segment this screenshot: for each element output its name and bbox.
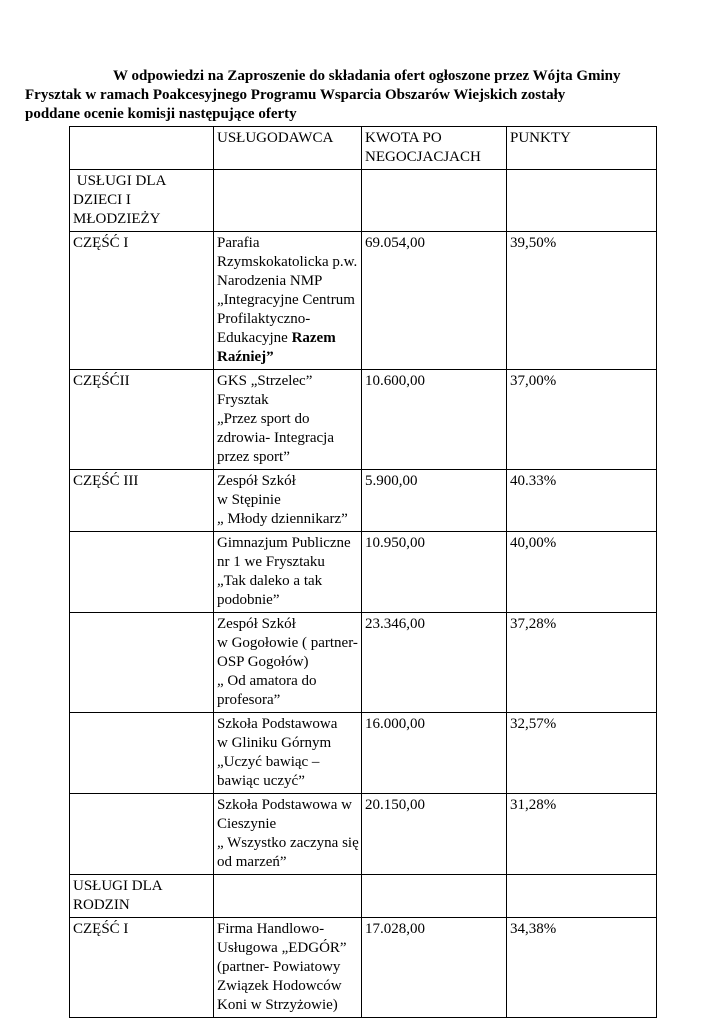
section-label — [70, 170, 214, 232]
provider-cell — [214, 918, 362, 1018]
provider-line: „Uczyć bawiąc – — [217, 754, 320, 770]
intro-line-1: W odpowiedzi na Zaproszenie do składania ofert ogłoszone przez Wójta Gminy — [113, 68, 621, 84]
part-cell — [70, 713, 214, 794]
provider-bold-text: Razem — [291, 330, 336, 346]
table-row — [70, 470, 657, 532]
empty-cell — [507, 875, 657, 918]
provider-line: Profilaktyczno- — [217, 311, 311, 327]
provider-line: Cieszynie — [217, 816, 277, 832]
provider-line: od marzeń” — [217, 854, 287, 870]
intro-paragraph — [25, 67, 669, 124]
amount-cell: 69.054,00 — [362, 232, 507, 370]
provider-line: w Gogołowie ( partner- — [217, 635, 358, 651]
points-cell: 37,28% — [507, 613, 657, 713]
section-label-line: MŁODZIEŻY — [73, 211, 161, 227]
provider-cell — [214, 794, 362, 875]
intro-line-2: Frysztak w ramach Poakcesyjnego Programu Wsparcia Obszarów Wiejskich zostały — [25, 87, 566, 103]
table-header-row — [70, 127, 657, 170]
provider-line-mixed — [217, 329, 359, 348]
empty-cell — [507, 170, 657, 232]
section-label-line: RODZIN — [73, 897, 130, 913]
provider-line: Szkoła Podstawowa — [217, 716, 338, 732]
table-row — [70, 532, 657, 613]
table-row — [70, 370, 657, 470]
amount-cell: 10.950,00 — [362, 532, 507, 613]
empty-cell — [214, 875, 362, 918]
part-cell: CZĘŚĆII — [70, 370, 214, 470]
header-amount-line-1: KWOTA PO — [365, 130, 442, 146]
header-cell-provider: USŁUGODAWCA — [214, 127, 362, 170]
points-cell: 31,28% — [507, 794, 657, 875]
provider-line: Rzymskokatolicka p.w. — [217, 254, 358, 270]
provider-line: Koni w Strzyżowie) — [217, 997, 338, 1013]
points-cell: 32,57% — [507, 713, 657, 794]
provider-bold-text: Raźniej” — [217, 349, 274, 365]
provider-line: „Przez sport do — [217, 411, 310, 427]
header-cell-part — [70, 127, 214, 170]
points-cell: 34,38% — [507, 918, 657, 1018]
provider-line: „Integracyjne Centrum — [217, 292, 355, 308]
provider-line: Parafia — [217, 235, 260, 251]
provider-line: GKS „Strzelec” — [217, 373, 313, 389]
part-cell: CZĘŚĆ III — [70, 470, 214, 532]
provider-line: bawiąc uczyć” — [217, 773, 305, 789]
points-cell: 37,00% — [507, 370, 657, 470]
provider-cell — [214, 713, 362, 794]
provider-cell — [214, 613, 362, 713]
amount-cell: 16.000,00 — [362, 713, 507, 794]
points-cell: 39,50% — [507, 232, 657, 370]
provider-line: zdrowia- Integracja — [217, 430, 335, 446]
provider-line: Zespół Szkół — [217, 616, 296, 632]
section-row-children — [70, 170, 657, 232]
provider-line: Firma Handlowo- — [217, 921, 325, 937]
provider-line: Narodzenia NMP — [217, 273, 323, 289]
points-cell: 40.33% — [507, 470, 657, 532]
header-cell-points: PUNKTY — [507, 127, 657, 170]
provider-cell — [214, 232, 362, 370]
section-label — [70, 875, 214, 918]
amount-cell: 20.150,00 — [362, 794, 507, 875]
part-cell — [70, 794, 214, 875]
empty-cell — [214, 170, 362, 232]
empty-cell — [362, 170, 507, 232]
section-label-line: USŁUGI DLA — [73, 878, 163, 894]
section-label-line: DZIECI I — [73, 192, 131, 208]
provider-line: w Stępinie — [217, 492, 281, 508]
provider-line: (partner- Powiatowy — [217, 959, 341, 975]
provider-cell — [214, 470, 362, 532]
offers-table — [69, 126, 657, 1018]
part-cell: CZĘŚĆ I — [70, 918, 214, 1018]
amount-cell: 10.600,00 — [362, 370, 507, 470]
part-cell: CZĘŚĆ I — [70, 232, 214, 370]
header-amount-line-2: NEGOCJACJACH — [365, 149, 481, 165]
header-cell-amount — [362, 127, 507, 170]
table-row — [70, 613, 657, 713]
provider-line: „ Młody dziennikarz” — [217, 511, 348, 527]
provider-line: w Gliniku Górnym — [217, 735, 332, 751]
provider-line: „Tak daleko a tak — [217, 573, 323, 589]
provider-line: Usługowa „EDGÓR” — [217, 940, 347, 956]
amount-cell: 5.900,00 — [362, 470, 507, 532]
intro-line-3: poddane ocenie komisji następujące oferty — [25, 106, 297, 122]
provider-line: „ Od amatora do — [217, 673, 317, 689]
part-cell — [70, 532, 214, 613]
section-row-families — [70, 875, 657, 918]
provider-line: Frysztak — [217, 392, 269, 408]
provider-line: nr 1 we Frysztaku — [217, 554, 325, 570]
provider-line: profesora” — [217, 692, 281, 708]
provider-line: Gimnazjum Publiczne — [217, 535, 351, 551]
provider-line: przez sport” — [217, 449, 290, 465]
provider-line: „ Wszystko zaczyna się — [217, 835, 359, 851]
amount-cell: 17.028,00 — [362, 918, 507, 1018]
provider-line: Szkoła Podstawowa w — [217, 797, 352, 813]
section-label-line: USŁUGI DLA — [73, 173, 167, 189]
table-row — [70, 232, 657, 370]
table-row — [70, 713, 657, 794]
table-row — [70, 794, 657, 875]
part-cell — [70, 613, 214, 713]
provider-cell — [214, 370, 362, 470]
provider-line: Zespół Szkół — [217, 473, 296, 489]
provider-line: Związek Hodowców — [217, 978, 342, 994]
points-cell: 40,00% — [507, 532, 657, 613]
provider-cell — [214, 532, 362, 613]
provider-line: podobnie” — [217, 592, 280, 608]
table-row — [70, 918, 657, 1018]
provider-line: Edukacyjne — [217, 330, 292, 346]
amount-cell: 23.346,00 — [362, 613, 507, 713]
empty-cell — [362, 875, 507, 918]
provider-line: OSP Gogołów) — [217, 654, 309, 670]
